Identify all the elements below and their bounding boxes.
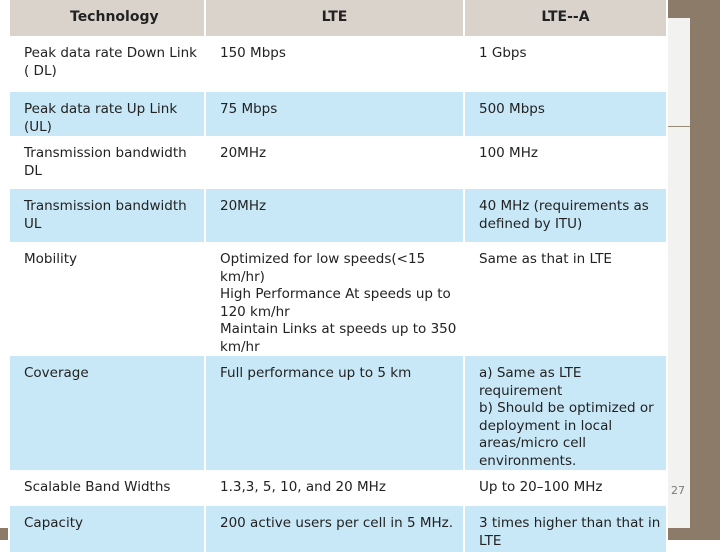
cell-text-line: High Performance At speeds up to (220, 286, 451, 302)
accent-divider (666, 126, 690, 127)
table-row (9, 189, 667, 242)
table-row (9, 136, 667, 189)
header-technology: Technology (9, 0, 205, 36)
table-cell (464, 242, 667, 356)
cell-text-line: 500 Mbps (479, 101, 545, 117)
table-cell (205, 136, 464, 189)
cell-text-line: 1.3,3, 5, 10, and 20 MHz (220, 479, 386, 495)
cell-text-line: Capacity (24, 515, 83, 531)
table-row (9, 242, 667, 356)
cell-text-line: Mobility (24, 251, 78, 267)
header-lte: LTE (205, 0, 464, 36)
table-cell (9, 242, 205, 356)
table-cell (464, 470, 667, 506)
table-cell (205, 470, 464, 506)
table-cell (9, 92, 205, 136)
cell-text-line: Scalable Band Widths (24, 479, 171, 495)
table-row (9, 470, 667, 506)
table-cell (205, 506, 464, 552)
cell-text-line: 75 Mbps (220, 101, 278, 117)
cell-text-line: areas/micro cell (479, 435, 587, 451)
table-cell (205, 356, 464, 470)
table-cell (464, 36, 667, 92)
cell-text-line: a) Same as LTE requirement (479, 365, 582, 399)
cell-text-line: b) Should be optimized or (479, 400, 654, 416)
comparison-table (8, 0, 668, 552)
table-cell (9, 189, 205, 242)
table-row (9, 506, 667, 552)
page-number: 27 (671, 484, 685, 497)
right-border-band (690, 0, 720, 540)
table-cell (464, 189, 667, 242)
table-cell (9, 470, 205, 506)
cell-text-line: Same as that in LTE (479, 251, 612, 267)
cell-text-line: 150 Mbps (220, 45, 286, 61)
table-cell (205, 92, 464, 136)
cell-text-line: Transmission bandwidth (24, 145, 187, 161)
cell-text-line: km/hr (220, 338, 260, 355)
table-header-row (9, 0, 667, 36)
cell-text-line: 100 MHz (479, 145, 538, 161)
header-lte-a: LTE--A (464, 0, 667, 36)
table-cell (205, 36, 464, 92)
table-cell (464, 356, 667, 470)
cell-text-line: Optimized for low speeds(<15 km/hr) (220, 251, 426, 285)
cell-text-line: Up to 20–100 MHz (479, 479, 603, 495)
table-cell (9, 136, 205, 189)
cell-text-line: 120 km/hr (220, 303, 290, 320)
top-right-strip (666, 0, 690, 18)
cell-text-line: environments. (479, 452, 577, 469)
cell-text-line: LTE (479, 532, 502, 549)
cell-text-line: Maintain Links at speeds up to 350 (220, 321, 457, 337)
table-cell (9, 36, 205, 92)
cell-text-line: Coverage (24, 365, 89, 381)
cell-text-line: 3 times higher than that in (479, 515, 661, 531)
cell-text-line: 40 MHz (requirements as (479, 198, 649, 214)
table-row (9, 92, 667, 136)
cell-text-line: 20MHz (220, 198, 267, 214)
table-cell (464, 506, 667, 552)
cell-text-line: 1 Gbps (479, 45, 527, 61)
cell-text-line: DL (24, 162, 42, 179)
table-cell (464, 136, 667, 189)
cell-text-line: UL (24, 215, 42, 232)
cell-text-line: Transmission bandwidth (24, 198, 187, 214)
cell-text-line: 200 active users per cell in 5 MHz. (220, 515, 454, 531)
table-cell (205, 242, 464, 356)
table-cell (464, 92, 667, 136)
cell-text-line: defined by ITU) (479, 215, 583, 232)
cell-text-line: Peak data rate Up Link (UL) (24, 101, 178, 135)
cell-text-line: Full performance up to 5 km (220, 365, 412, 381)
table-cell (9, 356, 205, 470)
table-cell (205, 189, 464, 242)
table-row (9, 356, 667, 470)
cell-text-line: ( DL) (24, 62, 57, 79)
table-cell (9, 506, 205, 552)
cell-text-line: Peak data rate Down Link (24, 45, 197, 61)
cell-text-line: 20MHz (220, 145, 267, 161)
right-side-panel (666, 18, 690, 528)
table-row (9, 36, 667, 92)
cell-text-line: deployment in local (479, 417, 613, 434)
